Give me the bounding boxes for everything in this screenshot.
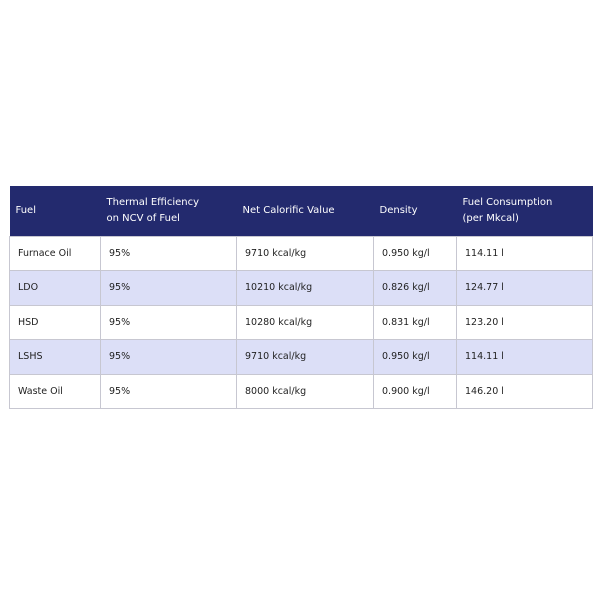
cell-ncv: 8000 kcal/kg [237, 374, 374, 409]
header-thermal-efficiency: Thermal Efficiency on NCV of Fuel [106, 196, 200, 224]
cell-ncv: 9710 kcal/kg [237, 340, 374, 375]
cell-efficiency: 95% [101, 340, 237, 375]
table-row [10, 340, 593, 375]
header-row [10, 186, 593, 236]
cell-consumption: 114.11 l [457, 340, 593, 375]
cell-ncv: 9710 kcal/kg [237, 236, 374, 271]
cell-ncv: 10280 kcal/kg [237, 305, 374, 340]
cell-consumption: 123.20 l [457, 305, 593, 340]
cell-consumption: 114.11 l [457, 236, 593, 271]
table-row [10, 271, 593, 306]
cell-efficiency: 95% [101, 236, 237, 271]
table-row [10, 305, 593, 340]
cell-efficiency: 95% [101, 374, 237, 409]
cell-fuel: Furnace Oil [10, 236, 101, 271]
cell-efficiency: 95% [101, 305, 237, 340]
header-fuel: Fuel [15, 204, 36, 216]
table-body [10, 236, 593, 409]
cell-fuel: HSD [10, 305, 101, 340]
cell-density: 0.900 kg/l [374, 374, 457, 409]
cell-efficiency: 95% [101, 271, 237, 306]
header-fuel-consumption: Fuel Consumption (per Mkcal) [462, 196, 553, 224]
table-row [10, 236, 593, 271]
cell-fuel: LDO [10, 271, 101, 306]
cell-density: 0.950 kg/l [374, 236, 457, 271]
fuel-comparison-table [9, 186, 593, 409]
header-density: Density [379, 204, 418, 216]
header-net-calorific-value: Net Calorific Value [242, 204, 335, 216]
cell-fuel: Waste Oil [10, 374, 101, 409]
table-row [10, 374, 593, 409]
cell-density: 0.831 kg/l [374, 305, 457, 340]
cell-consumption: 146.20 l [457, 374, 593, 409]
cell-density: 0.826 kg/l [374, 271, 457, 306]
cell-ncv: 10210 kcal/kg [237, 271, 374, 306]
cell-fuel: LSHS [10, 340, 101, 375]
cell-consumption: 124.77 l [457, 271, 593, 306]
table-header [10, 186, 593, 236]
cell-density: 0.950 kg/l [374, 340, 457, 375]
